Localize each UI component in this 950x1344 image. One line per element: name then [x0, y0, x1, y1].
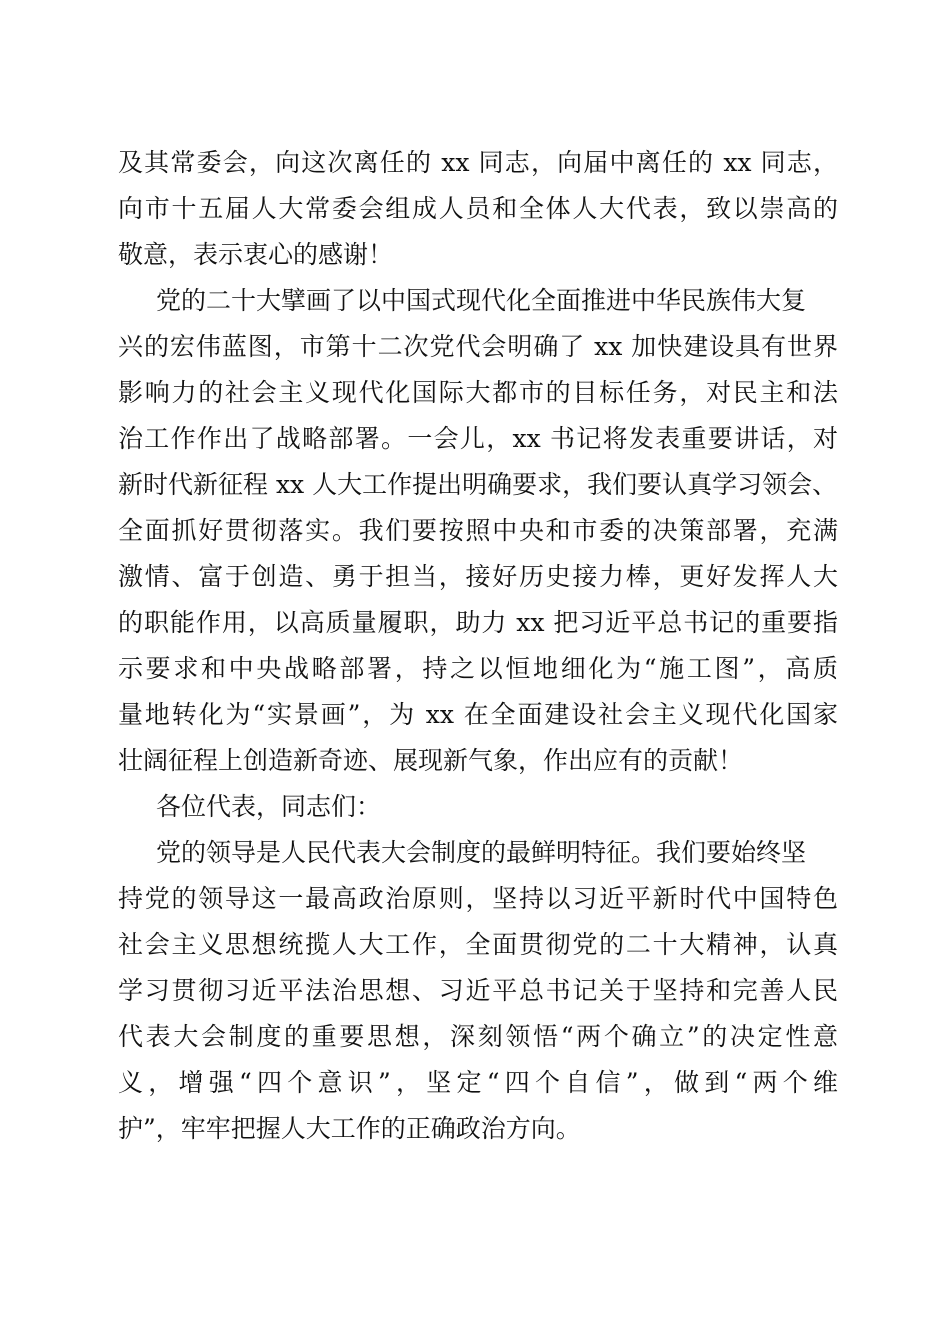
text-line: 代表大会制度的重要思想，深刻领悟“两个确立”的决定性意	[118, 1022, 838, 1051]
paragraph-2	[118, 278, 838, 784]
text-line: 党的二十大擘画了以中国式现代化全面推进中华民族伟大复	[156, 286, 807, 315]
text-line: 党的领导是人民代表大会制度的最鲜明特征。我们要始终坚	[156, 838, 807, 867]
text-line: 壮阔征程上创造新奇迹、展现新气象，作出应有的贡献！	[118, 746, 744, 775]
paragraph-3	[118, 784, 838, 830]
text-line: 各位代表，同志们：	[156, 792, 382, 821]
text-line: 学习贯彻习近平法治思想、习近平总书记关于坚持和完善人民	[118, 976, 838, 1005]
text-line: 全面抓好贯彻落实。我们要按照中央和市委的决策部署，充满	[118, 516, 838, 545]
text-line: 兴的宏伟蓝图，市第十二次党代会明确了 xx 加快建设具有世界	[118, 332, 838, 361]
paragraph-4	[118, 830, 838, 1152]
text-line: 持党的领导这一最高政治原则，坚持以习近平新时代中国特色	[118, 884, 838, 913]
text-line: 新时代新征程 xx 人大工作提出明确要求，我们要认真学习领会、	[118, 470, 838, 499]
text-line: 的职能作用，以高质量履职，助力 xx 把习近平总书记的重要指	[118, 608, 838, 637]
text-line: 影响力的社会主义现代化国际大都市的目标任务，对民主和法	[118, 378, 838, 407]
text-line: 示要求和中央战略部署，持之以恒地细化为“施工图”，高质	[118, 654, 838, 683]
paragraph-1	[118, 140, 838, 278]
text-line: 治工作作出了战略部署。一会儿，xx 书记将发表重要讲话，对	[118, 424, 838, 453]
text-line: 量地转化为“实景画”，为 xx 在全面建设社会主义现代化国家	[118, 700, 838, 729]
text-line: 向市十五届人大常委会组成人员和全体人大代表，致以崇高的	[118, 194, 838, 223]
text-line: 激情、富于创造、勇于担当，接好历史接力棒，更好发挥人大	[118, 562, 838, 591]
text-line: 及其常委会，向这次离任的 xx 同志，向届中离任的 xx 同志，	[118, 148, 838, 177]
text-line: 社会主义思想统揽人大工作，全面贯彻党的二十大精神，认真	[118, 930, 838, 959]
document-body	[118, 140, 838, 1152]
text-line: 护”，牢牢把握人大工作的正确政治方向。	[118, 1114, 581, 1143]
text-line: 义，增强“四个意识”，坚定“四个自信”，做到“两个维	[118, 1068, 838, 1097]
text-line: 敬意，表示衷心的感谢！	[118, 240, 394, 269]
